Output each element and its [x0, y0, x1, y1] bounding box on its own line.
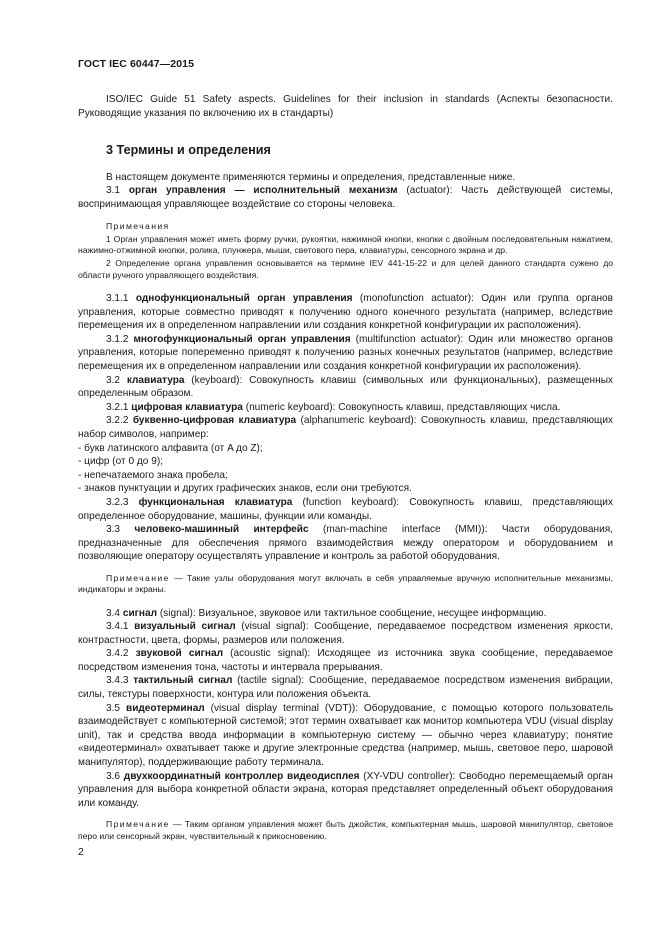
term-number: 3.4 [106, 607, 121, 619]
term-name: клавиатура [126, 374, 185, 386]
term-name: человеко-машинный интерфейс [134, 524, 309, 536]
note-mmi [78, 573, 613, 596]
term-definition: (multifunction actuator): Один или множество органов управления, которые попеременно приводят к получению разных конечных результатов (например, вследствие перемещения их в определенном направлении или создания конкретной конфигурации их расположения). [78, 333, 613, 373]
term-3-4-3 [78, 674, 613, 701]
term-3-4-1 [78, 620, 613, 647]
term-number: 3.2.1 [106, 401, 129, 413]
term-number: 3.1 [106, 185, 121, 197]
symbol-list [78, 442, 613, 496]
term-definition: (actuator): Часть действующей системы, воспринимающая управляющее воздействие со стороны человека. [78, 185, 613, 210]
term-definition: (XY-VDU controller): Свободно перемещаемый орган управления для выбора конкретной области экрана, которая представляет определенный объект оборудования или команду. [78, 770, 613, 809]
term-definition: (numeric keyboard): Совокупность клавиш, представляющих числа. [242, 401, 561, 413]
term-name: звуковой сигнал [135, 648, 224, 660]
note-controller [78, 819, 613, 842]
note-text: — Таким органом управления может быть джойстик, компьютерная мышь, шаровой манипулятор, световое перо или сенсорный экран, чувствительный к прикосновению. [78, 819, 613, 841]
note-label: Примечание [106, 572, 170, 583]
term-3-1 [78, 184, 613, 211]
term-name: многофункциональный орган управления [133, 333, 351, 345]
term-3-2-1 [78, 401, 613, 415]
term-name: визуальный сигнал [134, 621, 236, 633]
note-2: 2 Определение органа управления основывается на термине IEV 441-15-22 и для целей данного стандарта сужено до области ручного управляющего воздействия. [78, 258, 613, 280]
term-3-2-2 [78, 414, 613, 441]
term-definition: (monofunction actuator): Один или группа органов управления, которые совместно приводят к получению одного конечного результата (например, вследствие перемещения их в определенном направлении или создания конкретной конфигурации их расположения). [78, 293, 614, 332]
term-definition: (keyboard): Совокупность клавиш (символьных или функциональных), размещенных определенным образом. [78, 374, 613, 400]
term-name: функциональная клавиатура [138, 496, 293, 508]
term-number: 3.4.1 [106, 621, 129, 633]
note-1: 1 Орган управления может иметь форму ручки, рукоятки, нажимной кнопки, кнопки с двойным последовательным нажатием, нажимно-отжимной кнопки, ролика, плунжера, мыши, светового пера, клавиатуры, сенсорного экрана и др. [78, 233, 613, 256]
term-name: сигнал [122, 607, 158, 619]
document-body [78, 93, 613, 842]
term-name: двухкоординатный контроллер видеодисплея [123, 770, 360, 782]
list-item: - непечатаемого знака пробела; [78, 469, 228, 481]
normative-reference: ISO/IEC Guide 51 Safety aspects. Guidelines for their inclusion in standards (Аспекты безопасности. Руководящие указания по включению их в стандарты) [78, 94, 613, 119]
page-number: 2 [78, 846, 84, 858]
term-3-6 [78, 770, 613, 811]
term-3-5 [78, 702, 613, 770]
note-text: — Такие узлы оборудования могут включать в себя управляемые вручную исполнительные механизмы, индикаторы и экраны. [78, 572, 613, 595]
term-number: 3.4.2 [106, 648, 129, 660]
term-number: 3.1.1 [106, 293, 129, 305]
section-title: 3 Термины и определения [106, 143, 271, 158]
term-definition: (signal): Визуальное, звуковое или тактильное сообщение, несущее информацию. [157, 607, 547, 619]
section-intro: В настоящем документе применяются термины и определения, представленные ниже. [106, 171, 516, 183]
list-item: - цифр (от 0 до 9); [78, 456, 163, 468]
term-definition: (visual display terminal (VDT)): Оборудование, с помощью которого пользователь взаимодействует с компьютерной системой; этот термин охватывает как монитор компьютера VDU (visual display unit), так и средства ввода информации в компьютерную систему — обычно через клавиатуру; понятие «видеотерминал» охватывает также и другие электронные средства (например, мышь, световое перо, шаровой манипулятор), поддерживающие работу терминала. [78, 702, 613, 769]
list-item: - знаков пунктуации и других графических знаков, если они требуются. [78, 483, 412, 495]
note-label: Примечание [106, 819, 170, 830]
term-name: тактильный сигнал [133, 675, 233, 687]
term-name: буквенно-цифровая клавиатура [132, 415, 297, 427]
term-name: орган управления — исполнительный механизм [128, 185, 398, 197]
term-number: 3.2.2 [106, 415, 129, 427]
term-name: видеотерминал [125, 702, 205, 714]
term-name: цифровая клавиатура [131, 401, 243, 413]
document-header: ГОСТ IEC 60447—2015 [78, 58, 195, 70]
term-3-2 [78, 374, 613, 401]
term-3-3 [78, 523, 613, 564]
term-number: 3.3 [106, 524, 121, 536]
term-definition: (acoustic signal): Исходящее из источника звука сообщение, передаваемое посредством изменения тона, частоты и интервала прерывания. [78, 648, 613, 673]
notes-block [78, 221, 613, 281]
term-number: 3.2 [106, 374, 121, 386]
term-definition: (function keyboard): Совокупность клавиш, представляющих определенное оборудование, машины, функции или команды. [78, 496, 613, 522]
list-item: - букв латинского алфавита (от A до Z); [78, 442, 263, 454]
term-number: 3.1.2 [106, 333, 129, 345]
term-definition: (alphanumeric keyboard): Совокупность клавиш, представляющих набор символов, например: [78, 415, 614, 440]
term-name: однофункциональный орган управления [135, 293, 353, 305]
term-definition: (tactile signal): Сообщение, передаваемое посредством изменения вибрации, силы, текстуры поверхности, контура или положения объекта. [78, 675, 613, 701]
term-definition: (visual signal): Сообщение, передаваемое посредством изменения яркости, контрастности, цвета, формы, размеров или положения. [78, 621, 613, 646]
term-number: 3.2.3 [106, 496, 129, 508]
term-definition: (man-machine interface (MMI)): Части оборудования, предназначенные для обеспечения прямого взаимодействия между оператором и оборудованием и позволяющие оператору осуществлять управление и контроль за работой оборудования. [78, 524, 613, 563]
term-3-2-3 [78, 496, 613, 523]
term-number: 3.4.3 [106, 675, 129, 687]
notes-label: Примечания [106, 220, 170, 231]
term-number: 3.5 [106, 702, 121, 714]
term-3-4-2 [78, 647, 613, 674]
term-3-1-1 [78, 292, 613, 333]
term-3-1-2 [78, 333, 613, 374]
term-number: 3.6 [106, 770, 121, 782]
term-3-4 [78, 607, 613, 621]
